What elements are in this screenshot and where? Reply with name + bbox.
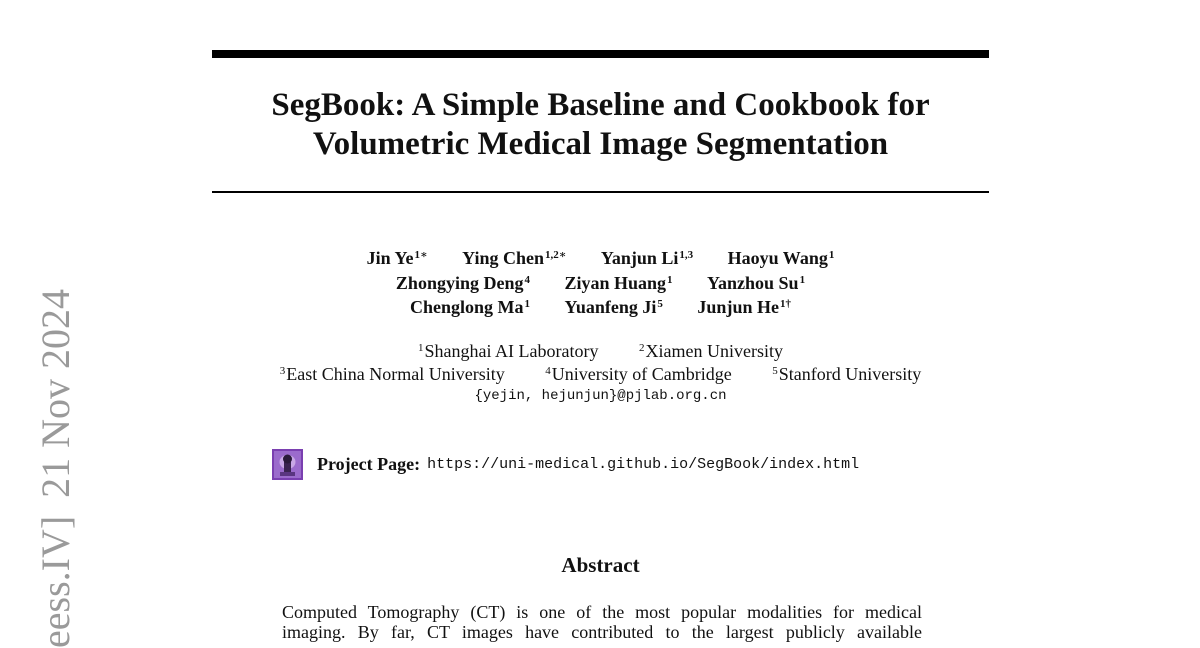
paper-title-line-2: Volumetric Medical Image Segmentation [312,126,889,162]
author-name: Jin Ye [366,248,414,268]
title-bottom-rule [212,191,989,193]
affiliation-mark: 4 [545,365,551,377]
author [410,295,530,320]
paper-title [212,86,989,164]
author-name: Junjun He [697,297,779,317]
author [367,246,428,271]
paper-title-line-1: SegBook: A Simple Baseline and Cookbook for [271,87,930,123]
affiliation-mark: 3 [279,365,286,377]
author-affiliation-mark: 5 [657,298,663,310]
affiliation-row-1 [212,340,989,363]
author-affiliation-mark: 1 [828,249,835,261]
author [697,295,791,320]
project-logo-icon [272,449,303,480]
project-page-line [272,448,859,480]
affiliation-name: East China Normal University [286,364,505,384]
author-name: Yuanfeng Ji [564,297,657,317]
affiliation [280,363,505,386]
author-affiliation-mark: 1 [524,298,531,310]
author [396,271,530,296]
author [601,246,693,271]
author-affiliation-mark: 1∗ [414,249,428,261]
abstract-heading: Abstract [561,553,640,577]
author-row-2 [212,271,989,296]
author-row-3 [212,295,989,320]
project-page-label: Project Page: [317,453,421,474]
affiliation-name: Xiamen University [645,341,783,361]
arxiv-stamp [33,288,78,648]
affiliation-mark: 2 [638,342,645,354]
affiliation [639,340,783,363]
abstract-line: imaging. By far, CT images have contributed to the largest publicly available [282,622,922,642]
author-affiliation-mark: 1† [779,298,791,310]
affiliation-name: Shanghai AI Laboratory [424,341,599,361]
author-affiliation-mark: 4 [524,273,530,286]
affiliation-name: University of Cambridge [551,364,732,384]
title-top-rule [212,50,989,58]
author-affiliation-mark: 1,3 [679,249,694,261]
author-affiliation-mark: 1 [799,273,806,286]
arxiv-date: 21 Nov 2024 [33,288,78,498]
abstract-body [282,602,922,642]
affiliation [418,340,598,363]
abstract-line: Computed Tomography (CT) is one of the most popular modalities for medical [282,602,922,622]
author-name: Yanzhou Su [707,272,799,293]
author [564,271,672,296]
author-name: Ying Chen [462,248,544,268]
affiliation [545,363,731,386]
author-row-1 [212,246,989,271]
author [707,271,805,296]
author-name: Zhongying Deng [395,272,524,293]
author-affiliation-mark: 1,2∗ [544,249,567,261]
affiliation-name: Stanford University [778,364,922,384]
affiliation-mark: 5 [772,365,778,377]
author-name: Chenglong Ma [410,297,524,317]
contact-email[interactable]: {yejin, hejunjun}@pjlab.org.cn [474,388,727,404]
affiliation-row-2 [212,363,989,386]
author-name: Ziyan Huang [564,272,667,293]
author [728,246,835,271]
arxiv-category: eess.IV] [33,515,78,648]
project-page-link[interactable]: https://uni-medical.github.io/SegBook/index.html [427,455,860,473]
author-affiliation-mark: 1 [667,273,673,286]
author-name: Haoyu Wang [727,248,828,268]
author [462,246,566,271]
author-name: Yanjun Li [600,248,679,268]
affiliation-list [212,340,989,406]
author-list [212,246,989,320]
affiliation [772,363,921,386]
author [565,295,663,320]
affiliation-mark: 1 [418,342,424,354]
